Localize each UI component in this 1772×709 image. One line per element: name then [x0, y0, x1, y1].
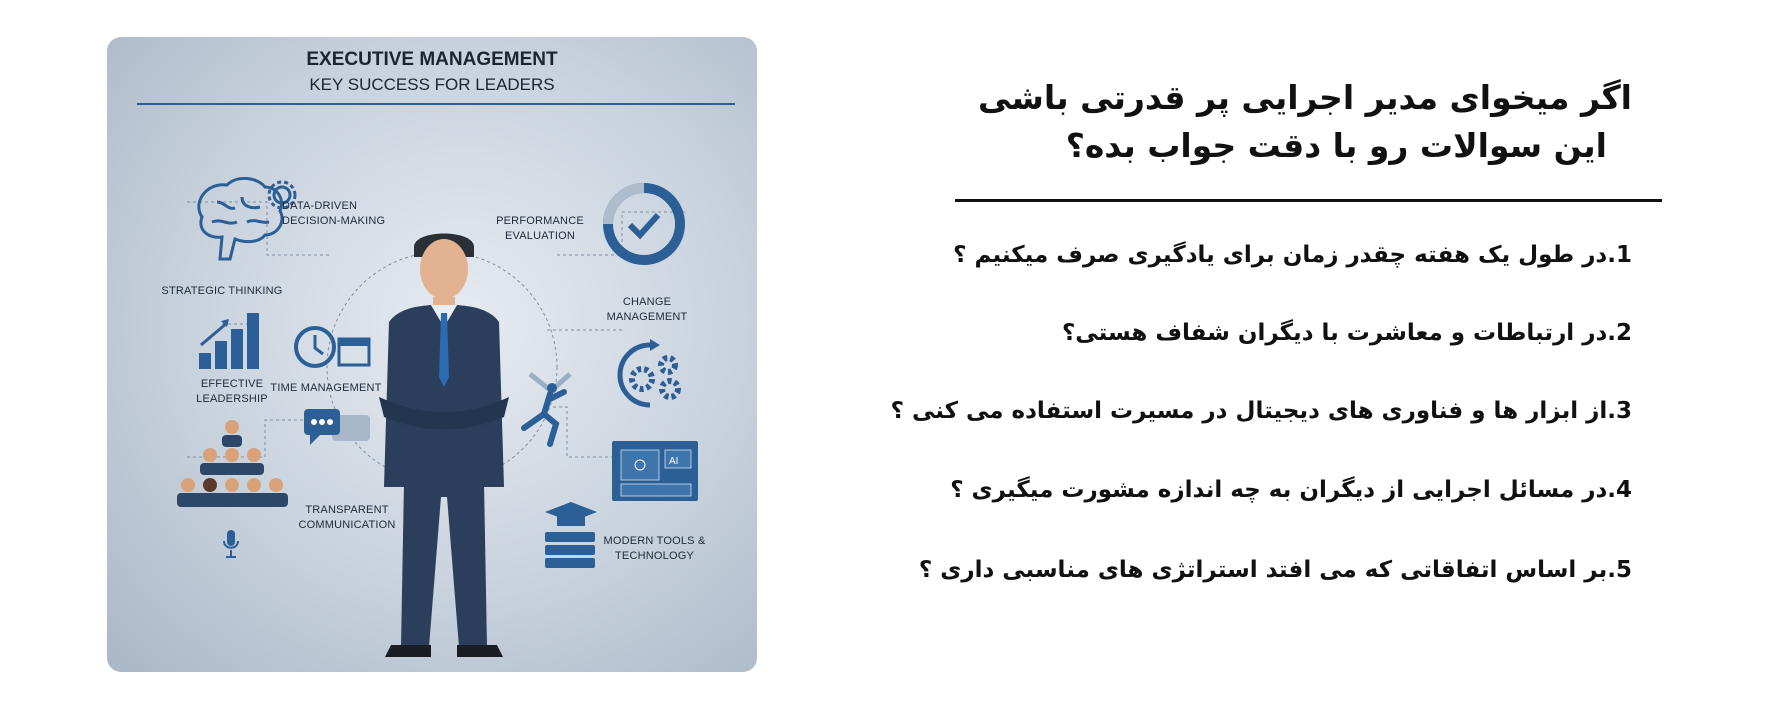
infographic-image: [107, 37, 757, 672]
label-modern-tools: MODERN TOOLS & TECHNOLOGY: [603, 535, 706, 562]
label-data-driven: DATA-DRIVEN DECISION-MAKING: [282, 200, 386, 227]
question-2: 2.در ارتباطات و معاشرت با دیگران شفاف هستی؟: [1061, 320, 1632, 346]
question-3: 3.از ابزار ها و فناوری های دیجیتال در مسیرت استفاده می کنی ؟: [890, 398, 1632, 424]
label-performance: PERFORMANCE EVALUATION: [496, 215, 584, 242]
label-time-management: TIME MANAGEMENT: [270, 382, 382, 394]
team-people-icon: [175, 417, 290, 527]
performance-gauge-icon: [600, 180, 688, 268]
question-4: 4.در مسائل اجرایی از دیگران به چه اندازه مشورت میگیری ؟: [950, 477, 1632, 503]
label-transparent-communication: TRANSPARENT COMMUNICATION: [298, 504, 396, 531]
graduation-books-icon: [543, 500, 599, 570]
brain-gear-icon: [187, 177, 297, 272]
ai-dashboard-icon: [611, 440, 699, 502]
question-1: 1.در طول یک هفته چقدر زمان برای یادگیری صرف میکنیم ؟: [953, 242, 1632, 268]
label-strategic-thinking: STRATEGIC THINKING: [161, 285, 283, 297]
heading-divider: [955, 199, 1662, 202]
microphone-icon: [223, 529, 239, 559]
businessman-illustration: [369, 227, 519, 667]
infographic-title: EXECUTIVE MANAGEMENT: [306, 49, 558, 70]
clock-calendar-icon: [291, 319, 371, 374]
growth-chart-icon: [197, 309, 263, 371]
change-gears-icon: [610, 335, 690, 415]
heading-line-2: این سوالات رو با دقت جواب بده؟: [1065, 126, 1607, 165]
chat-bubbles-icon: [302, 407, 372, 455]
infographic-subtitle: KEY SUCCESS FOR LEADERS: [309, 75, 555, 94]
label-effective-leadership: EFFECTIVE LEADERSHIP: [196, 378, 268, 405]
winged-runner-icon: [520, 372, 582, 447]
ai-text: AI: [669, 456, 679, 467]
label-change-management: CHANGE MANAGEMENT: [606, 296, 688, 323]
question-5: 5.بر اساس اتفاقاتی که می افتد استراتژی های مناسبی داری ؟: [918, 557, 1632, 583]
heading-line-1: اگر میخوای مدیر اجرایی پر قدرتی باشی: [977, 78, 1632, 117]
